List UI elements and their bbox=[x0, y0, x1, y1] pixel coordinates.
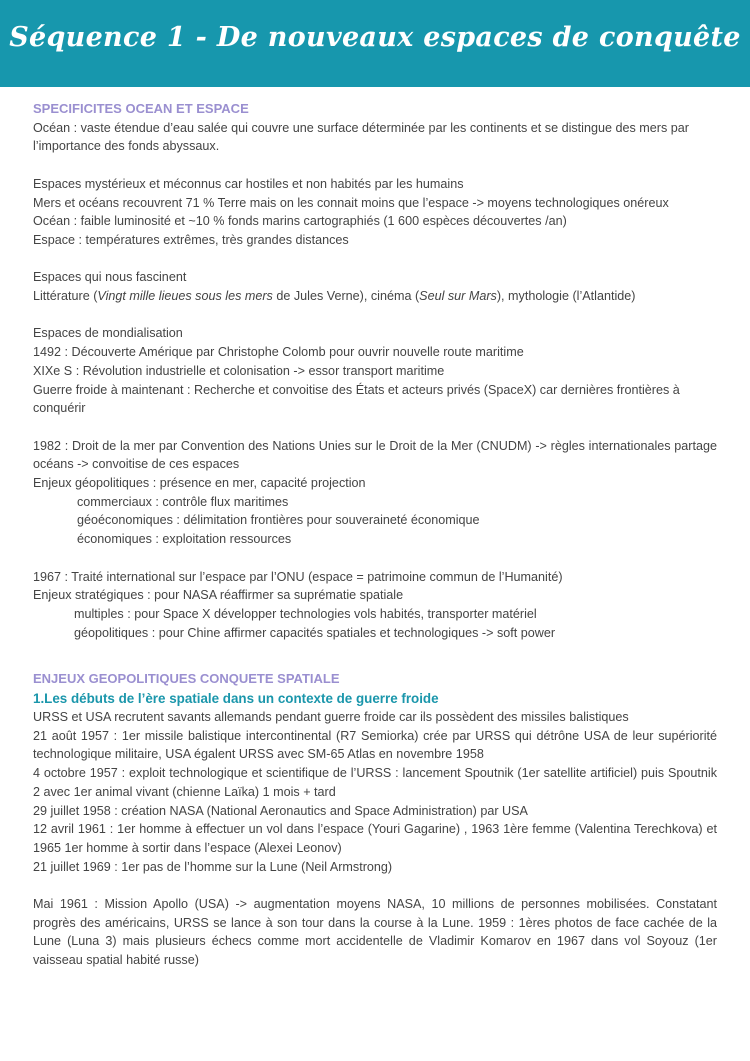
sub-item: multiples : pour Space X développer technologies vols habités, transporter matériel bbox=[74, 606, 537, 621]
text-line: Guerre froide à maintenant : Recherche et convoitise des États et acteurs privés (SpaceX) car dernières frontières à conquérir bbox=[33, 382, 680, 416]
text-line: URSS et USA recrutent savants allemands pendant guerre froide car ils possèdent des missiles balistiques bbox=[33, 710, 629, 725]
text-line: 21 août 1957 : 1er missile balistique intercontinental (R7 Semiorka) crée par URSS qui détrône USA de leur supériorité technologique militaire, USA égalent URSS avec SM-65 Atlas en novembre 1958 bbox=[33, 728, 717, 762]
text-line: 21 juillet 1969 : 1er pas de l’homme sur la Lune (Neil Armstrong) bbox=[33, 859, 393, 874]
text-line: Espace : températures extrêmes, très grandes distances bbox=[33, 232, 349, 247]
text-line: Espaces mystérieux et méconnus car hostiles et non habités par les humains bbox=[33, 176, 464, 191]
text-line: 29 juillet 1958 : création NASA (National Aeronautics and Space Administration) par USA bbox=[33, 803, 528, 818]
text-line: 1967 : Traité international sur l’espace par l’ONU (espace = patrimoine commun de l’Humanité) bbox=[33, 569, 563, 584]
subsection-heading: 1.Les débuts de l’ère spatiale dans un contexte de guerre froide bbox=[33, 691, 439, 707]
section-heading-specificites: SPECIFICITES OCEAN ET ESPACE bbox=[33, 101, 249, 116]
film-title: Seul sur Mars bbox=[419, 289, 497, 303]
page-title: Séquence 1 - De nouveaux espaces de conquête bbox=[9, 22, 741, 53]
text-line: 1982 : Droit de la mer par Convention des Nations Unies sur le Droit de la Mer (CNUDM) -> règles internationales partage océans -> convoitise de ces espaces bbox=[33, 438, 717, 472]
text-line: XIXe S : Révolution industrielle et colonisation -> essor transport maritime bbox=[33, 363, 445, 378]
text-line: Mai 1961 : Mission Apollo (USA) -> augmentation moyens NASA, 10 millions de personnes mobilisées. Constatant progrès des américains, URSS se lance à son tour dans la course à la Lune. 1959 : 1ères photos de face cachée de la Lune (Luna 3) mais plusieurs échecs comme mort accidentelle de Vladimir Komarov en 1967 dans vol Soyouz (1er vaisseau spatial habité russe) bbox=[33, 897, 717, 968]
text-line: Océan : faible luminosité et ~10 % fonds marins cartographiés (1 600 espèces découvertes /an) bbox=[33, 214, 567, 229]
sub-item: économiques : exploitation ressources bbox=[77, 532, 292, 547]
text-line: Enjeux géopolitiques : présence en mer, capacité projection bbox=[33, 476, 366, 490]
sub-item: géopolitiques : pour Chine affirmer capacités spatiales et technologiques -> soft power bbox=[74, 625, 556, 640]
text-line: 1492 : Découverte Amérique par Christophe Colomb pour ouvrir nouvelle route maritime bbox=[33, 345, 524, 360]
sub-item: géoéconomiques : délimitation frontières pour souveraineté économique bbox=[77, 513, 480, 528]
document-body bbox=[33, 100, 717, 970]
text-line-culture: Littérature (Vingt mille lieues sous les mers de Jules Verne), cinéma (Seul sur Mars), mythologie (l’Atlantide) bbox=[33, 289, 636, 303]
header-banner bbox=[0, 0, 750, 87]
text-line: Mers et océans recouvrent 71 % Terre mais on les connait moins que l’espace -> moyens technologiques onéreux bbox=[33, 195, 669, 210]
text-line: 12 avril 1961 : 1er homme à effectuer un vol dans l’espace (Youri Gagarine) , 1963 1ère femme (Valentina Terechkova) et 1965 1er homme à sortir dans l’espace (Alexei Leonov) bbox=[33, 822, 717, 855]
book-title: Vingt mille lieues sous les mers bbox=[97, 289, 273, 303]
text-line: Espaces de mondialisation bbox=[33, 326, 183, 341]
text-line: Enjeux stratégiques : pour NASA réaffirmer sa suprématie spatiale bbox=[33, 588, 404, 603]
text-line: 4 octobre 1957 : exploit technologique et scientifique de l’URSS : lancement Spoutnik (1er satellite artificiel) puis Spoutnik 2 avec 1er animal vivant (chienne Laïka) 1 mois + tard bbox=[33, 766, 717, 799]
definition-ocean: Océan : vaste étendue d’eau salée qui couvre une surface déterminée par les continents et se distingue des mers par l’importance des fonds abyssaux. bbox=[33, 120, 689, 154]
sub-item: commerciaux : contrôle flux maritimes bbox=[77, 494, 289, 509]
text-line: Espaces qui nous fascinent bbox=[33, 270, 187, 285]
section-heading-enjeux: ENJEUX GEOPOLITIQUES CONQUETE SPATIALE bbox=[33, 671, 340, 687]
